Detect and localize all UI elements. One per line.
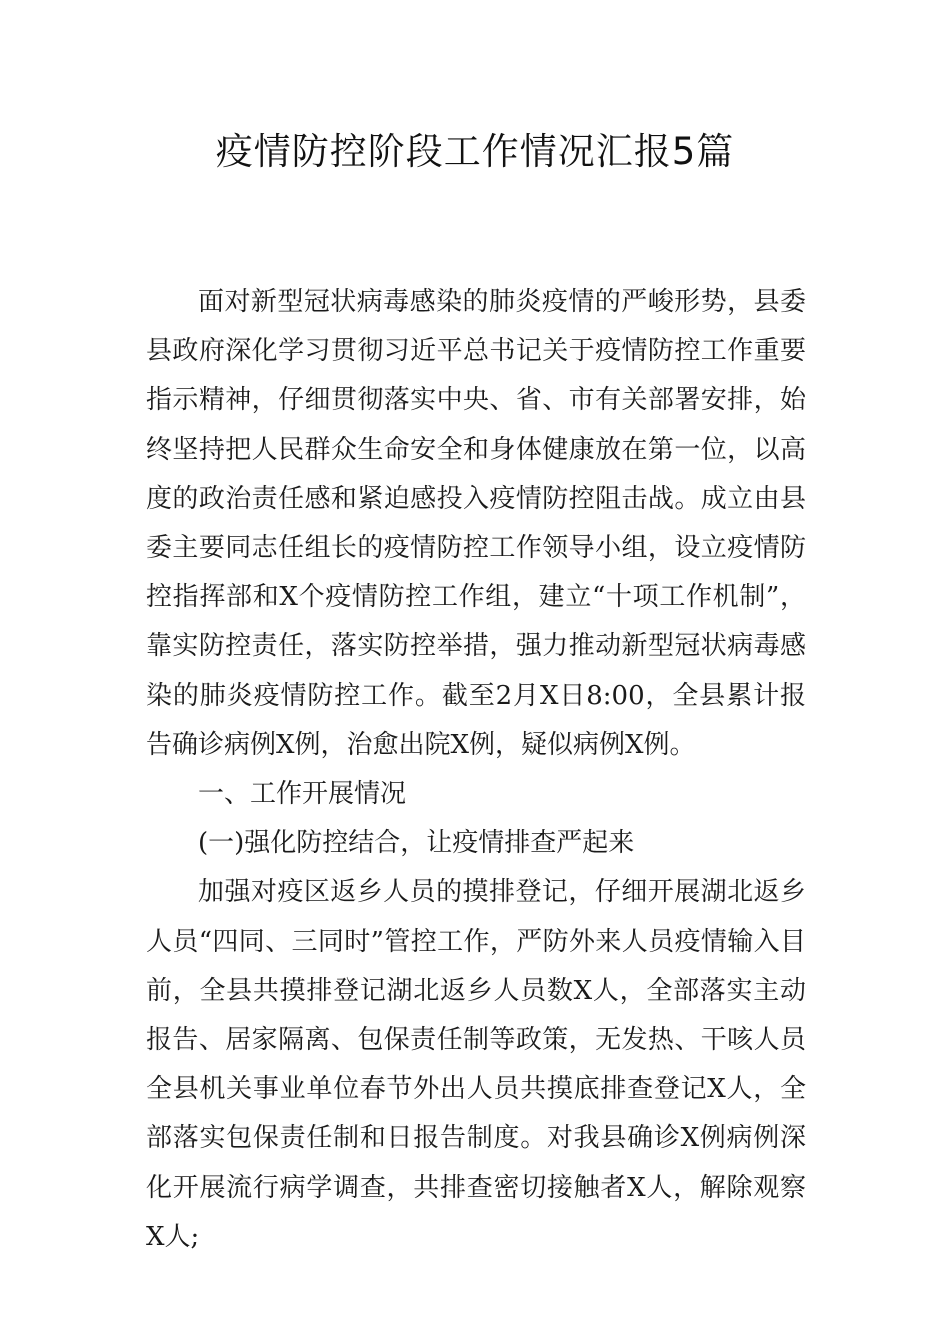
document-body — [146, 278, 806, 1262]
document-title: 疫情防控阶段工作情况汇报5篇 — [215, 130, 735, 173]
section-heading: 一、工作开展情况 — [198, 779, 407, 810]
body-paragraph: 加强对疫区返乡人员的摸排登记，仔细开展湖北返乡人员“四同、三同时”管控工作，严防外来人员疫情输入目前，全县共摸排登记湖北返乡人员数X人，全部落实主动报告、居家隔离、包保责任制等政策，无发热、干咳人员全县机关事业单位春节外出人员共摸底排查登记X人，全部落实包保责任制和日报告制度。对我县确诊X例病例深化开展流行病学调查，共排查密切接触者X人，解除观察X人; — [146, 877, 806, 1252]
subsection-heading: (一)强化防控结合，让疫情排查严起来 — [198, 828, 635, 859]
intro-paragraph: 面对新型冠状病毒感染的肺炎疫情的严峻形势，县委县政府深化学习贯彻习近平总书记关于疫情防控工作重要指示精神，仔细贯彻落实中央、省、市有关部署安排，始终坚持把人民群众生命安全和身体健康放在第一位，以高度的政治责任感和紧迫感投入疫情防控阻击战。成立由县委主要同志任组长的疫情防控工作领导小组，设立疫情防控指挥部和X个疫情防控工作组，建立“十项工作机制”，靠实防控责任，落实防控举措，强力推动新型冠状病毒感染的肺炎疫情防控工作。截至2月X日8:00，全县累计报告确诊病例X例，治愈出院X例，疑似病例X例。 — [146, 287, 806, 760]
